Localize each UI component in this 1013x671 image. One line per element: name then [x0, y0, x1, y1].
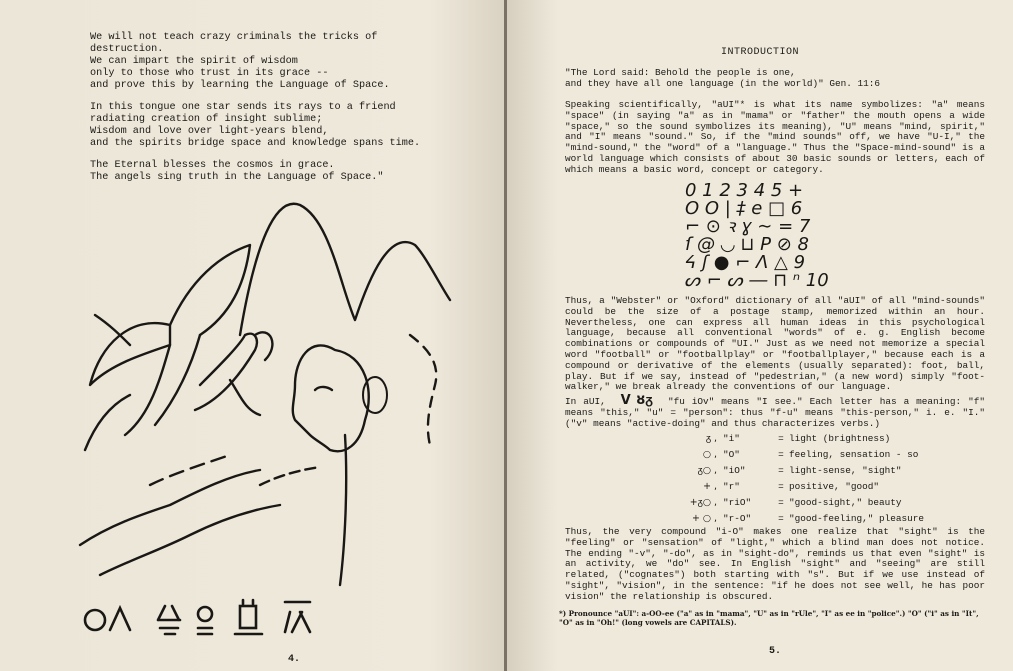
- page-number-left: 4.: [288, 654, 301, 665]
- butterfly-drawing: [195, 334, 257, 410]
- example-glyph: + ○ ,: [692, 512, 717, 524]
- example-transliteration: "i": [723, 432, 740, 444]
- ink-illustration: [70, 185, 470, 605]
- mountain-drawing: [240, 204, 450, 335]
- page-number-right: 5.: [769, 646, 782, 657]
- example-transliteration: "riO": [723, 496, 752, 508]
- example-row: [667, 494, 967, 510]
- intro-paragraph-3: [565, 393, 985, 429]
- example-row: [667, 510, 967, 526]
- example-row: [667, 430, 967, 446]
- example-meaning: light (brightness): [789, 432, 891, 444]
- example-meaning: "good-feeling," pleasure: [789, 512, 925, 524]
- symbol-row-6: ᔕ ⌐ ᔕ ― ⊓ ⁿ 10: [685, 270, 829, 291]
- example-transliteration: "O": [723, 448, 740, 460]
- intro-paragraph-1: Speaking scientifically, "aUI"* is what its name symbolizes: "a" means "space" (in saying "a" as in "mama" or "father" the mouth opens a wide "space," so the sound symbolizes its meaning), "U" means "mind, spirit," and "I" means "sound." So, if the "mind sounds" off, we have "U-I," the "mind-sound," the "word" of a "language." Thus the "Space-mind-sound" is a world language which consists of about 30 basic sounds or letters, each of which means a basic word, concept or category.: [565, 99, 985, 175]
- symbol-row-3: ⌐ ⊙ ꝛ ɣ ∼ = 7: [685, 216, 811, 237]
- pronunciation-footnote: *) Pronounce "aUI": a-OO-ee ("a" as in "mama", "U" as in "rUle", "I" as ee in "police".) "O" ("i" as in "It", "O" as in "Oh!" (long vowels are CAPITALS).: [559, 609, 979, 627]
- equals-sign: =: [778, 432, 784, 444]
- example-meaning: positive, "good": [789, 480, 880, 492]
- example-meaning: feeling, sensation - so: [789, 448, 919, 460]
- aui-inline-glyph: ᐯ ȣᵹ: [620, 393, 654, 408]
- para3-prefix: In aUI,: [565, 396, 606, 407]
- right-page: [507, 0, 1013, 671]
- example-transliteration: "iO": [723, 464, 746, 476]
- example-glyph: + ,: [703, 480, 717, 492]
- poem-stanza-2: In this tongue one star sends its rays to a friend radiating creation of insight sublime; Wisdom and love over light-years blend, and the spirits bridge space and knowledge spans time.: [90, 102, 421, 149]
- symbol-row-2: O O | ‡ e □ 6: [685, 198, 803, 219]
- example-row: [667, 446, 967, 462]
- aui-glyph-line: [80, 592, 340, 642]
- example-transliteration: "r-O": [723, 512, 752, 524]
- example-transliteration: "r": [723, 480, 740, 492]
- face-drawing: [293, 345, 369, 451]
- aui-symbol-table: [677, 180, 847, 292]
- poem-stanza-1: We will not teach crazy criminals the tricks of destruction. We can impart the spirit of wisdom only to those who trust in its grace -- and prove this by learning the Language of Space.: [90, 32, 390, 91]
- genesis-quote: "The Lord said: Behold the people is one, and they have all one language (in the world)" Gen. 11:6: [565, 67, 881, 89]
- equals-sign: =: [778, 480, 784, 492]
- example-meaning: light-sense, "sight": [789, 464, 902, 476]
- example-glyph: ○ ,: [702, 448, 717, 460]
- example-row: [667, 462, 967, 478]
- leaf-drawing: [90, 323, 170, 385]
- examples-table: [667, 430, 967, 526]
- equals-sign: =: [778, 448, 784, 460]
- example-glyph: ᵹ○ ,: [697, 465, 717, 476]
- example-glyph: ᵹ ,: [705, 433, 717, 444]
- equals-sign: =: [778, 496, 784, 508]
- symbol-row-4: ſ @ ◡ ⊔ P ⊘ 8: [685, 234, 809, 255]
- left-page: [0, 0, 505, 671]
- example-meaning: "good-sight," beauty: [789, 496, 902, 508]
- symbol-row-1: 0 1 2 3 4 5 +: [685, 180, 804, 201]
- poem-stanza-3: The Eternal blesses the cosmos in grace. The angels sing truth in the Language of Space.": [90, 160, 384, 183]
- intro-paragraph-2: Thus, a "Webster" or "Oxford" dictionary of all "aUI" of all "mind-sounds" could be the size of a postage stamp, memorized within an hour. Nevertheless, one can express all human ideas in this psychological language, because all conventional "words" of e. g. English become combinations or compounds of "UI." Just as we need not memorize a special word "football" or "footballplay" or "footballplayer," because each is a compound or derivative of the elements (usually separated): foot, ball, play. But if we say, instead of "pedestrian," (a new word) simply "foot-walker," we break already the conventions of our language.: [565, 295, 985, 393]
- equals-sign: =: [778, 512, 784, 524]
- page-heading: INTRODUCTION: [720, 47, 799, 58]
- para3-text: "fu iOv" means "I see." Each letter has a meaning: "f" means "this," "u" = "person": thus "f-u" means "this-person," i. e. "I." ("v" means "active-doing" and thus characterizes verbs.): [565, 396, 985, 429]
- example-glyph: +ᵹ○ ,: [689, 497, 717, 508]
- example-row: [667, 478, 967, 494]
- intro-paragraph-4: Thus, the very compound "i-O" makes one realize that "sight" is the "feeling" or "sensation" of "light," which a blind man does not notice. The ending "-v", "-do", as in "sight-do", reminds us that even "sight" is an activity, we "do" see. In English "sight" and "seeing" are still related, ("cognates") both starting with "s". But if we use instead of "sight", "vision", in the sentence: "if he does not see well, he has poor vision" the relationship is obscured.: [565, 526, 985, 602]
- symbol-row-5: ᔦ ʃ ● ⌐ Λ △ 9: [685, 252, 806, 273]
- poem: [90, 32, 430, 194]
- equals-sign: =: [778, 464, 784, 476]
